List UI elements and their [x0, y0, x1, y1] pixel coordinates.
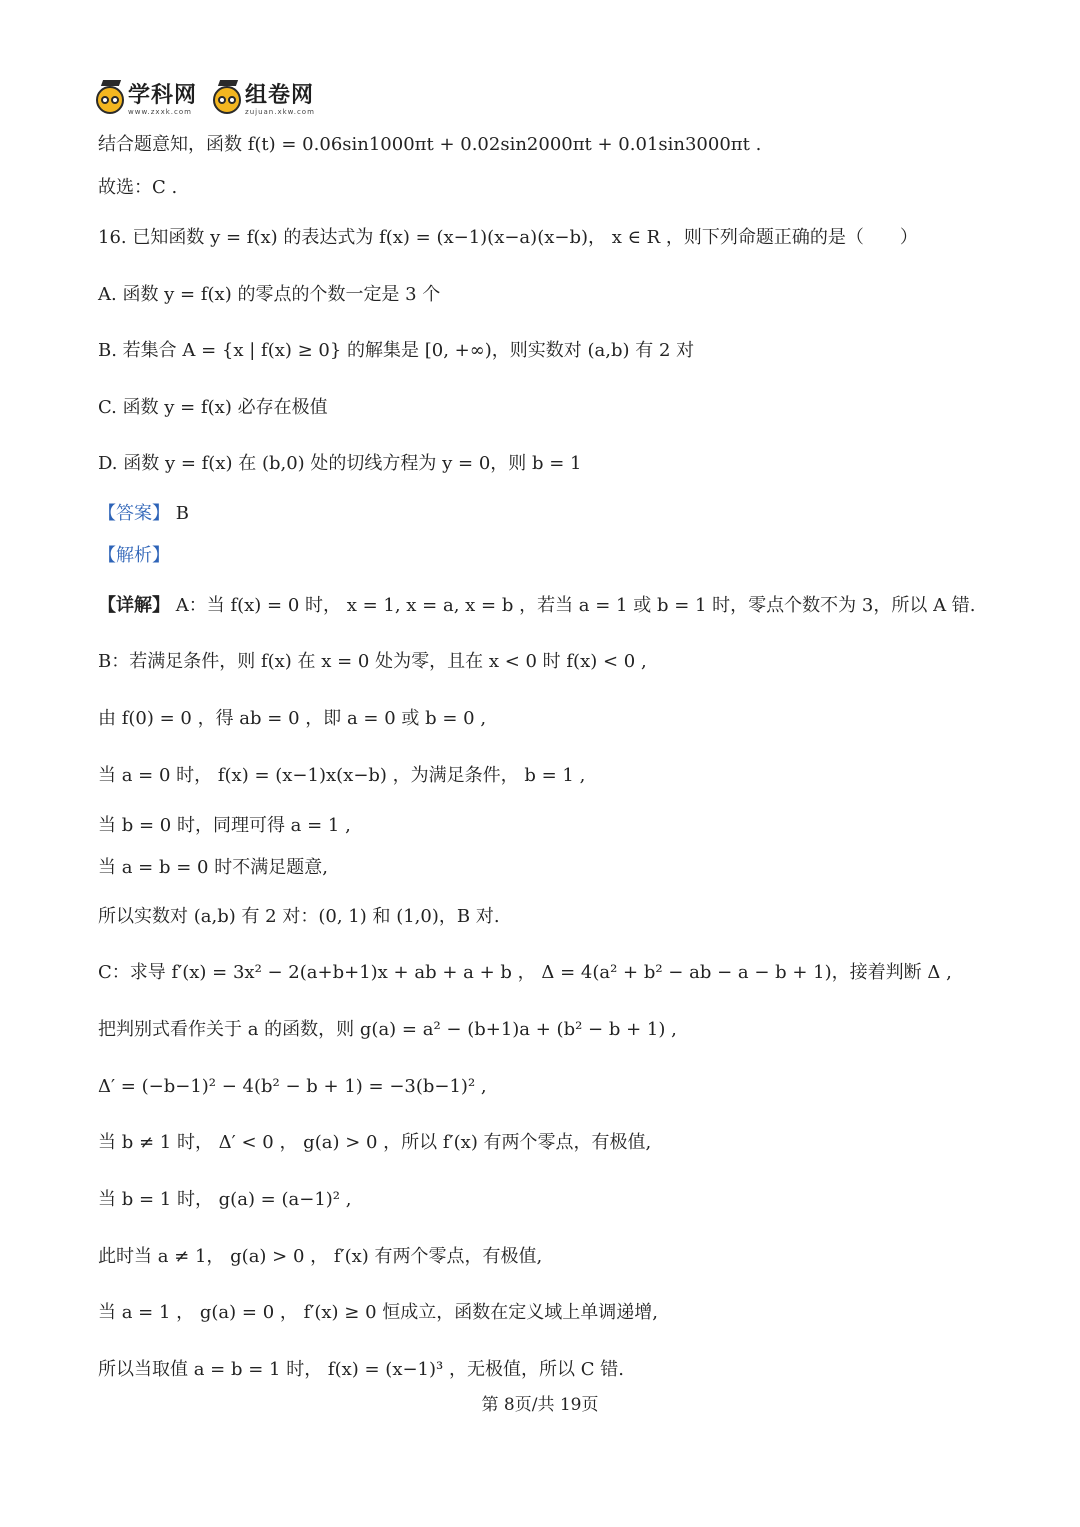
zujuanwang-logo [213, 82, 315, 116]
logo-url: www.zxxk.com [128, 107, 192, 116]
logo-name: 学科网 [128, 82, 198, 108]
conclusion-line: 结合题意知，函数 f(t) = 0.06sin1000πt + 0.02sin2000πt + 0.01sin3000πt . [98, 134, 762, 155]
choice-line: 故选：C . [98, 177, 178, 198]
solution-line: 当 a = 0 时， f(x) = (x−1)x(x−b) ，为满足条件， b = 1 , [98, 765, 586, 786]
solution-line: 当 b = 0 时，同理可得 a = 1 , [98, 815, 351, 836]
solution-line: 所以当取值 a = b = 1 时， f(x) = (x−1)³ ，无极值，所以 C 错. [98, 1359, 624, 1380]
detail-label: 【详解】 [98, 595, 170, 616]
owl-icon [96, 86, 124, 114]
solution-line: C：求导 f′(x) = 3x² − 2(a+b+1)x + ab + a + b ， Δ = 4(a² + b² − ab − a − b + 1)，接着判断 Δ , [98, 962, 952, 983]
detail-line [98, 592, 976, 620]
logo-name: 组卷网 [245, 82, 315, 108]
answer-value: B [175, 503, 189, 524]
analysis-label: 【解析】 [98, 545, 170, 566]
solution-line: 由 f(0) = 0 ，得 ab = 0 ，即 a = 0 或 b = 0 , [98, 708, 487, 729]
solution-line: 当 a = b = 0 时不满足题意, [98, 857, 328, 878]
option-b: B. 若集合 A = {x | f(x) ≥ 0} 的解集是 [0, +∞)，则实数对 (a,b) 有 2 对 [98, 340, 695, 361]
option-a: A. 函数 y = f(x) 的零点的个数一定是 3 个 [98, 284, 441, 305]
answer-line [98, 500, 189, 528]
question-stem: 16. 已知函数 y = f(x) 的表达式为 f(x) = (x−1)(x−a)(x−b)， x ∈ R ，则下列命题正确的是（ ） [98, 227, 918, 248]
xuekewang-logo [96, 82, 198, 116]
solution-line: 此时当 a ≠ 1， g(a) > 0 ， f′(x) 有两个零点，有极值, [98, 1246, 543, 1267]
header-logos [96, 80, 315, 120]
detail-text: A：当 f(x) = 0 时， x = 1, x = a, x = b ，若当 a = 1 或 b = 1 时，零点个数不为 3，所以 A 错. [175, 595, 976, 616]
answer-label: 【答案】 [98, 503, 170, 524]
solution-line: 当 a = 1 ， g(a) = 0 ， f′(x) ≥ 0 恒成立，函数在定义域上单调递增, [98, 1302, 658, 1323]
solution-line: B：若满足条件，则 f(x) 在 x = 0 处为零，且在 x < 0 时 f(x) < 0 , [98, 651, 647, 672]
solution-line: 把判别式看作关于 a 的函数，则 g(a) = a² − (b+1)a + (b² − b + 1) , [98, 1019, 677, 1040]
solution-line: 所以实数对 (a,b) 有 2 对：(0, 1) 和 (1,0)，B 对. [98, 906, 500, 927]
owl-icon [213, 86, 241, 114]
solution-line: 当 b ≠ 1 时， Δ′ < 0 ， g(a) > 0 ，所以 f′(x) 有两个零点，有极值, [98, 1132, 652, 1153]
analysis-label-line [98, 542, 170, 570]
page-footer: 第 8页/共 19页 [481, 1395, 599, 1415]
option-d: D. 函数 y = f(x) 在 (b,0) 处的切线方程为 y = 0，则 b = 1 [98, 453, 582, 474]
solution-line: Δ′ = (−b−1)² − 4(b² − b + 1) = −3(b−1)² , [98, 1076, 487, 1097]
logo-url: zujuan.xkw.com [245, 107, 315, 116]
option-c: C. 函数 y = f(x) 必存在极值 [98, 397, 328, 418]
solution-line: 当 b = 1 时， g(a) = (a−1)² , [98, 1189, 352, 1210]
